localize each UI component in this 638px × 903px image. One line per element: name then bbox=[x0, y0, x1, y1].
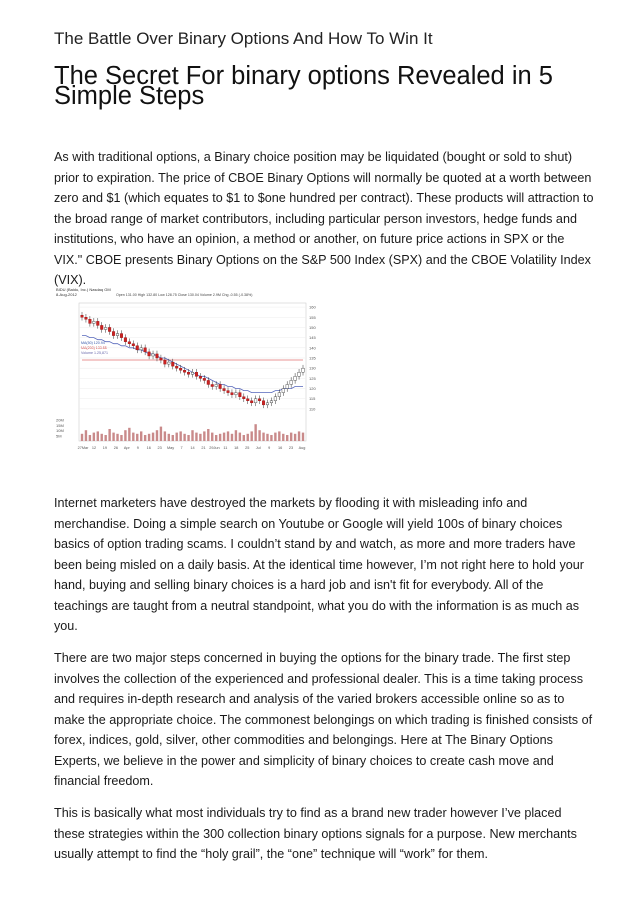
candle-body bbox=[108, 327, 111, 331]
volume-bar bbox=[140, 431, 142, 441]
y-tick-label: 125 bbox=[309, 375, 316, 381]
candle-body bbox=[298, 372, 301, 376]
volume-bar bbox=[223, 433, 225, 441]
y-tick-label: 155 bbox=[309, 314, 316, 320]
candle-body bbox=[93, 321, 96, 323]
candle-body bbox=[250, 401, 253, 403]
volume-bar bbox=[266, 434, 268, 441]
volume-bar bbox=[156, 430, 158, 441]
candle-body bbox=[89, 319, 92, 323]
candle-body bbox=[104, 327, 107, 329]
chart-header: BIDU (Baidu, Inc.) Nasdaq GM bbox=[56, 287, 111, 292]
volume-bar bbox=[104, 435, 106, 441]
x-tick-label: 9 bbox=[136, 446, 139, 450]
x-tick-label: 16 bbox=[277, 446, 283, 450]
volume-bar bbox=[274, 433, 276, 441]
volume-bar bbox=[254, 424, 256, 441]
volume-bar bbox=[290, 433, 292, 441]
candle-body bbox=[96, 321, 99, 325]
x-tick-label: 11 bbox=[223, 446, 228, 450]
volume-bar bbox=[148, 434, 150, 441]
volume-bar bbox=[239, 433, 241, 441]
candle-body bbox=[175, 366, 178, 368]
volume-bar bbox=[89, 435, 91, 441]
volume-tick-label: 5M bbox=[56, 433, 62, 439]
y-tick-label: 135 bbox=[309, 355, 316, 361]
volume-bar bbox=[195, 433, 197, 441]
candle-body bbox=[132, 344, 135, 346]
y-tick-label: 110 bbox=[309, 406, 316, 412]
x-tick-label: 19 bbox=[102, 446, 108, 450]
volume-bar bbox=[262, 433, 264, 441]
x-tick-label: 12 bbox=[91, 446, 97, 450]
x-tick-label: 26 bbox=[113, 446, 118, 450]
volume-bar bbox=[203, 431, 205, 441]
volume-bar bbox=[207, 429, 209, 441]
candle-body bbox=[144, 348, 147, 352]
chart-legend-entry: MA(50) 120.94 bbox=[81, 341, 105, 345]
volume-bar bbox=[179, 431, 181, 441]
volume-bar bbox=[97, 431, 99, 441]
x-tick-label: 23 bbox=[288, 446, 294, 450]
y-tick-label: 145 bbox=[309, 335, 316, 341]
volume-bar bbox=[144, 435, 146, 441]
x-tick-label: May bbox=[167, 446, 175, 450]
x-tick-label: 18 bbox=[234, 446, 239, 450]
document-title: The Battle Over Binary Options And How To Win It bbox=[54, 29, 433, 48]
y-tick-label: 150 bbox=[309, 324, 316, 330]
candle-body bbox=[152, 354, 155, 356]
volume-bar bbox=[124, 430, 126, 441]
candle-body bbox=[270, 401, 273, 403]
volume-bar bbox=[164, 431, 166, 441]
volume-bar bbox=[176, 433, 178, 441]
candle-body bbox=[120, 334, 123, 338]
x-tick-label: 25 bbox=[245, 446, 250, 450]
volume-bar bbox=[278, 431, 280, 441]
candle-body bbox=[164, 360, 167, 364]
candle-body bbox=[290, 380, 293, 384]
candle-body bbox=[266, 403, 269, 405]
x-tick-label: 16 bbox=[146, 446, 151, 450]
candle-body bbox=[116, 334, 119, 336]
candle-body bbox=[128, 342, 131, 344]
x-tick-label: 7 bbox=[180, 446, 183, 450]
candle-body bbox=[136, 346, 139, 350]
y-tick-label: 130 bbox=[309, 365, 316, 371]
volume-bar bbox=[108, 429, 110, 441]
volume-bar bbox=[85, 430, 87, 441]
y-tick-label: 120 bbox=[309, 386, 316, 392]
candle-body bbox=[160, 358, 163, 360]
x-tick-label: 27Mar bbox=[77, 446, 89, 450]
volume-bar bbox=[215, 435, 217, 441]
x-tick-label: 21 bbox=[201, 446, 206, 450]
volume-bar bbox=[172, 435, 174, 441]
volume-bar bbox=[282, 434, 284, 441]
chart-quote: Open 131.00 High 132.80 Low 128.75 Close 130.04 Volume 2.9M Chg -0.55 (-0.38%) bbox=[116, 293, 253, 297]
candle-body bbox=[203, 378, 206, 380]
stock-chart-svg bbox=[54, 285, 324, 455]
candle-body bbox=[231, 393, 234, 395]
candle-body bbox=[81, 315, 84, 317]
candle-body bbox=[207, 380, 210, 384]
candle-body bbox=[219, 384, 222, 388]
y-tick-label: 160 bbox=[309, 304, 316, 310]
x-tick-label: Apr bbox=[123, 446, 130, 450]
paragraph-1: As with traditional options, a Binary choice position may be liquidated (bought or sold to shut) prior to expiration. The price of CBOE Binary Options will normally be quoted at a worth between zero and $1 (which equates to $1 to $one hundred per contract). These products will attraction to the broad range of market contributors, including particular person investors, hedge funds and institutions, who have an opinion, a method or another, on future price actions in SPX or the VIX." CBOE presents Binary Options on the S&P 500 Index (SPX) and the CBOE Volatility Index (VIX). bbox=[54, 150, 594, 287]
candle-body bbox=[243, 397, 246, 399]
volume-bar bbox=[128, 428, 130, 441]
volume-tick-label: 10M bbox=[56, 428, 64, 433]
volume-bar bbox=[211, 433, 213, 441]
volume-bar bbox=[112, 433, 114, 441]
candle-body bbox=[148, 352, 151, 356]
chart-date: 8-Aug-2012 bbox=[56, 292, 77, 297]
volume-bar bbox=[199, 434, 201, 441]
volume-bar bbox=[168, 434, 170, 441]
candle-body bbox=[239, 393, 242, 397]
candle-body bbox=[85, 317, 88, 319]
candle-body bbox=[191, 372, 194, 374]
volume-bar bbox=[258, 430, 260, 441]
section-heading: The Secret For binary options Revealed in 5 Simple Steps bbox=[54, 62, 553, 110]
volume-bar bbox=[235, 430, 237, 441]
volume-bar bbox=[183, 434, 185, 441]
chart-legend-entry: MA(200) 133.55 bbox=[81, 346, 107, 350]
candle-body bbox=[168, 362, 171, 364]
candle-body bbox=[112, 332, 115, 336]
candle-body bbox=[227, 391, 230, 393]
volume-bar bbox=[136, 434, 138, 441]
y-tick-label: 115 bbox=[309, 396, 316, 402]
volume-tick-label: 15M bbox=[56, 422, 64, 428]
volume-bar bbox=[250, 431, 252, 441]
candle-body bbox=[211, 384, 214, 386]
chart-legend-entry: Volume 1.25,871 bbox=[81, 351, 108, 355]
volume-bar bbox=[227, 431, 229, 441]
paragraph-4: This is basically what most individuals try to find as a brand new trader however I’ve placed these strategies within the 300 collection binary options signals for a purpose. New merchants usually attempt to find the “holy grail”, the “one” technique will “work” for them. bbox=[54, 806, 577, 861]
volume-bar bbox=[116, 434, 118, 441]
candle-body bbox=[246, 399, 249, 401]
candle-body bbox=[215, 384, 218, 386]
x-tick-label: 9 bbox=[268, 446, 271, 450]
volume-bar bbox=[302, 433, 304, 441]
volume-bar bbox=[191, 430, 193, 441]
candle-body bbox=[235, 393, 238, 395]
candle-body bbox=[100, 325, 103, 329]
volume-bar bbox=[160, 427, 162, 441]
volume-bar bbox=[298, 431, 300, 441]
paragraph-2: Internet marketers have destroyed the markets by flooding it with misleading info and merchandise. Doing a simple search on Youtube or Google will yield 100s of binary choices basics of option trading scams. I couldn’t stand by and watch, as more and more traders have been being misled on a daily basis. At the identical time however, I’m not right here to hold your hand, buying and selling binary choices is a hard job and isn't fit for everybody. All of the teachings are taught from a neutral standpoint, what you do with the information is as much as you. bbox=[54, 496, 584, 633]
candle-body bbox=[282, 389, 285, 393]
volume-bar bbox=[120, 435, 122, 441]
candle-body bbox=[179, 368, 182, 370]
candle-body bbox=[302, 368, 305, 372]
volume-bar bbox=[187, 435, 189, 441]
candle-body bbox=[156, 354, 159, 358]
x-tick-label: 29Jun bbox=[209, 446, 220, 450]
candle-body bbox=[183, 370, 186, 372]
volume-bar bbox=[294, 434, 296, 441]
candle-body bbox=[254, 399, 257, 403]
y-tick-label: 140 bbox=[309, 345, 316, 351]
candle-body bbox=[278, 393, 281, 397]
volume-bar bbox=[81, 434, 83, 441]
volume-bar bbox=[286, 435, 288, 441]
x-tick-label: 23 bbox=[157, 446, 162, 450]
candle-body bbox=[171, 362, 174, 366]
candle-body bbox=[140, 348, 143, 350]
volume-bar bbox=[231, 434, 233, 441]
candle-body bbox=[223, 389, 226, 391]
candle-body bbox=[274, 397, 277, 401]
candle-body bbox=[258, 399, 261, 401]
volume-bar bbox=[219, 434, 221, 441]
x-tick-label: Aug bbox=[298, 446, 306, 450]
volume-tick-label: 20M bbox=[56, 417, 64, 423]
stock-chart bbox=[54, 285, 324, 455]
candle-body bbox=[124, 338, 127, 342]
candle-body bbox=[262, 401, 265, 405]
candle-body bbox=[195, 372, 198, 376]
volume-bar bbox=[243, 435, 245, 441]
candle-body bbox=[187, 372, 190, 374]
volume-bar bbox=[270, 435, 272, 441]
candle-body bbox=[286, 384, 289, 388]
volume-bar bbox=[132, 433, 134, 441]
candle-body bbox=[199, 376, 202, 378]
x-tick-label: Jul bbox=[255, 446, 261, 450]
x-tick-label: 14 bbox=[190, 446, 195, 450]
paragraph-3: There are two major steps concerned in buying the options for the binary trade. The first step involves the collection of the experienced and professional dealer. This is a time taking process and requires in-depth research and analysis of the varied brokers accessible online so as to make the appropriate choice. The commonest belongings on which trading is finished consists of forex, indices, gold, silver, other commodities and belongings. Here at The Binary Options Experts, we believe in the power and simplicity of binary choices to create cash move and financial freedom. bbox=[54, 651, 593, 788]
volume-bar bbox=[152, 433, 154, 441]
volume-bar bbox=[93, 433, 95, 441]
candle-body bbox=[294, 376, 297, 380]
volume-bar bbox=[247, 434, 249, 441]
volume-bar bbox=[101, 434, 103, 441]
